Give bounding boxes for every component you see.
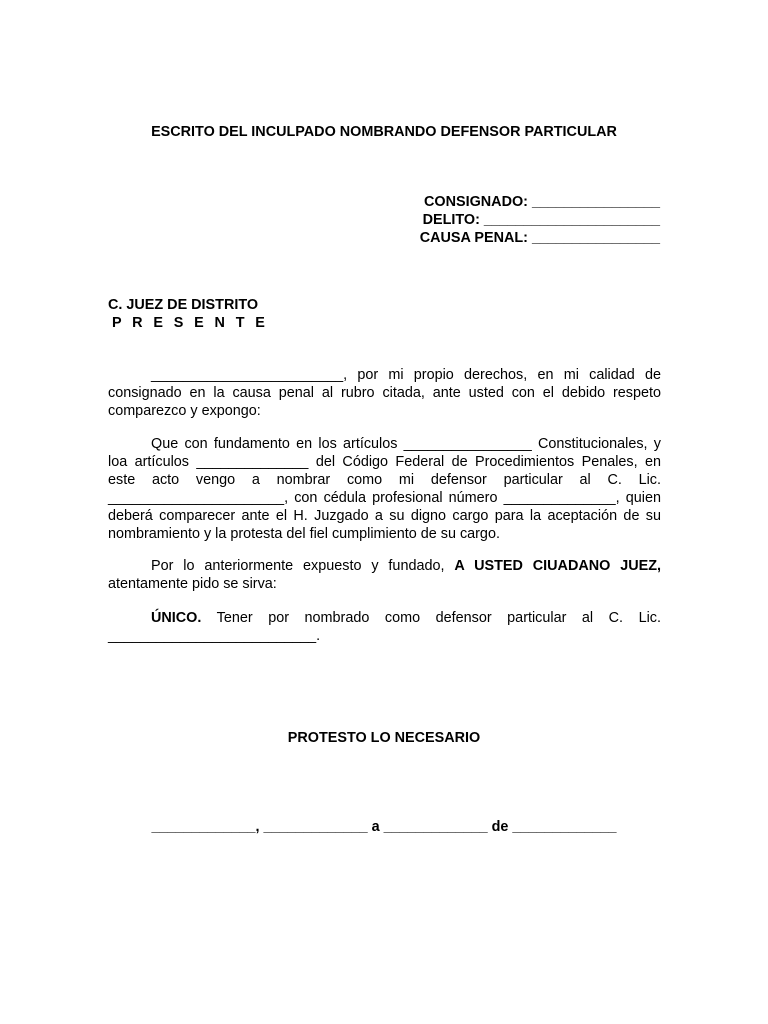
paragraph-intro: [108, 366, 661, 420]
paragraph-unico-text: Tener por nombrado como defensor particular al C. Lic. __________________________.: [108, 610, 661, 644]
addressee-judge: C. JUEZ DE DISTRITO: [108, 297, 259, 313]
delito-line: DELITO: ______________________: [422, 212, 660, 228]
paragraph-request-bold: A USTED CIUADANO JUEZ,: [454, 558, 661, 574]
causa-penal-line: CAUSA PENAL: ________________: [419, 230, 660, 246]
addressee-presente: P R E S E N T E: [112, 315, 269, 331]
consignado-line: CONSIGNADO: ________________: [424, 194, 660, 210]
addressee-block: [108, 296, 268, 332]
paragraph-unico-label: ÚNICO.: [151, 610, 202, 626]
paragraph-request-tail: atentamente pido se sirva:: [108, 576, 277, 592]
paragraph-appointment: [108, 435, 661, 543]
paragraph-request-text: Por lo anteriormente expuesto y fundado,: [151, 558, 455, 574]
date-signature-line: _____________, _____________ a _____________ de _____________: [151, 819, 617, 835]
paragraph-appointment-text: Que con fundamento en los artículos ________________ Constitucionales, y loa artículos ______________ del Código Federal de Procedimientos Penales, en este acto vengo a nombrar como mi defensor particular al C. Lic. ______________________, con cédula profesional número ______________, quien deberá comparecer ante el H. Juzgado a su digno cargo para la aceptación de su nombramiento y la protesta del fiel cumplimiento de su cargo.: [108, 436, 661, 542]
case-info-block: [420, 193, 660, 247]
paragraph-intro-text: ________________________, por mi propio derechos, en mi calidad de consignado en la causa penal al rubro citada, ante usted con el debido respeto comparezco y expongo:: [108, 367, 661, 419]
document-title: ESCRITO DEL INCULPADO NOMBRANDO DEFENSOR PARTICULAR: [151, 124, 617, 140]
closing-statement: PROTESTO LO NECESARIO: [287, 730, 481, 746]
paragraph-unico: [108, 609, 661, 645]
paragraph-request: [108, 557, 661, 593]
